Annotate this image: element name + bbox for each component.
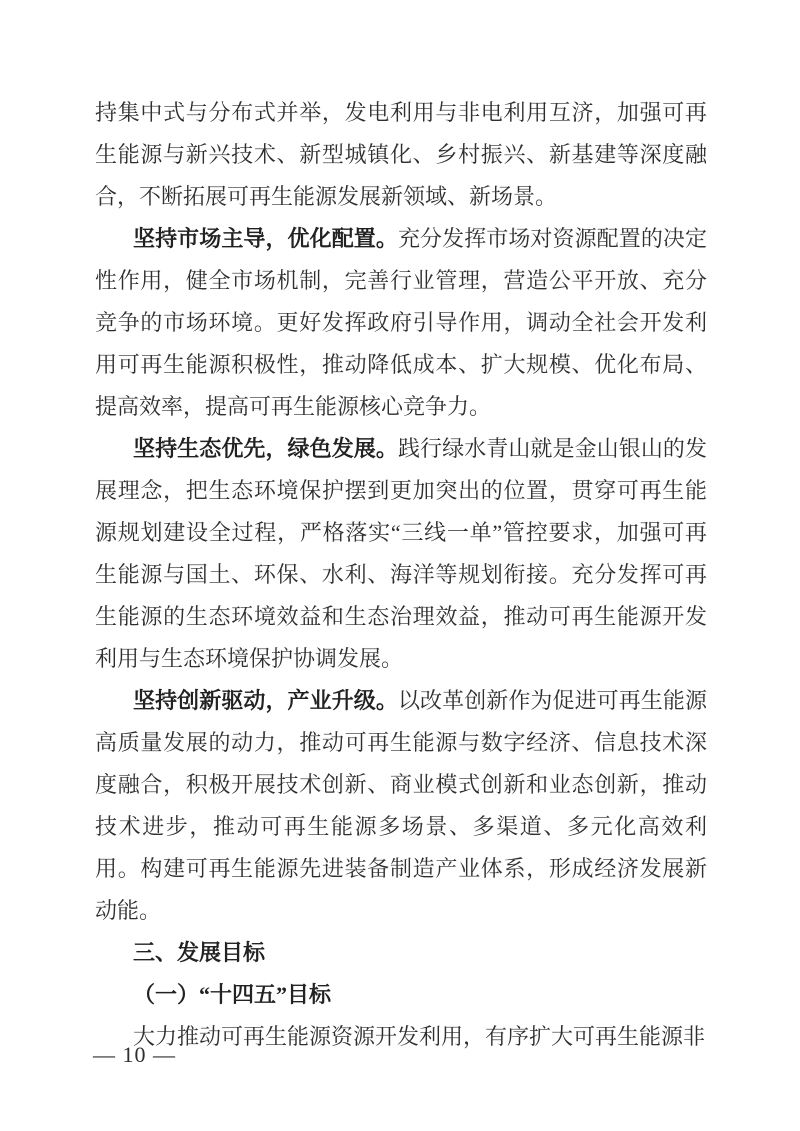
section-heading-development-goals: 三、发展目标 xyxy=(133,940,266,965)
paragraph-text-market: 充分发挥市场对资源配置的决定性作用，健全市场机制，完善行业管理，营造公平开放、充分竞争的市场环境。更好发挥政府引导作用，调动全社会开发利用可再生能源积极性，推动降低成本、扩大规模、优化布局、提高效率，提高可再生能源核心竞争力。 xyxy=(95,226,707,419)
paragraph-market-orientation xyxy=(95,218,707,428)
paragraph-innovation-driven xyxy=(95,680,707,932)
paragraph-continuation: 持集中式与分布式并举，发电利用与非电利用互济，加强可再生能源与新兴技术、新型城镇化、乡村振兴、新基建等深度融合，不断拓展可再生能源发展新领域、新场景。 xyxy=(95,100,707,209)
paragraph-text-innovation: 以改革创新作为促进可再生能源高质量发展的动力，推动可再生能源与数字经济、信息技术深度融合，积极开展技术创新、商业模式创新和业态创新，推动技术进步，推动可再生能源多场景、多渠道、多元化高效利用。构建可再生能源先进装备制造产业体系，形成经济发展新动能。 xyxy=(95,688,707,923)
paragraph-lead-innovation: 坚持创新驱动，产业升级。 xyxy=(133,688,398,713)
subsection-heading-14th-five-year-goals: （一）“十四五”目标 xyxy=(133,982,332,1007)
page-number: — 10 — xyxy=(93,1042,176,1067)
paragraph-lead-ecology: 坚持生态优先，绿色发展。 xyxy=(133,436,398,461)
paragraph-text-ecology: 践行绿水青山就是金山银山的发展理念，把生态环境保护摆到更加突出的位置，贯穿可再生能源规划建设全过程，严格落实“三线一单”管控要求，加强可再生能源与国土、环保、水利、海洋等规划衔接。充分发挥可再生能源的生态环境效益和生态治理效益，推动可再生能源开发利用与生态环境保护协调发展。 xyxy=(95,436,708,671)
paragraph-lead-market: 坚持市场主导，优化配置。 xyxy=(133,226,398,251)
paragraph-goals-cutoff: 大力推动可再生能源资源开发利用，有序扩大可再生能源非 xyxy=(133,1024,706,1049)
document-content xyxy=(95,92,707,1058)
paragraph-ecology-priority xyxy=(95,428,707,680)
